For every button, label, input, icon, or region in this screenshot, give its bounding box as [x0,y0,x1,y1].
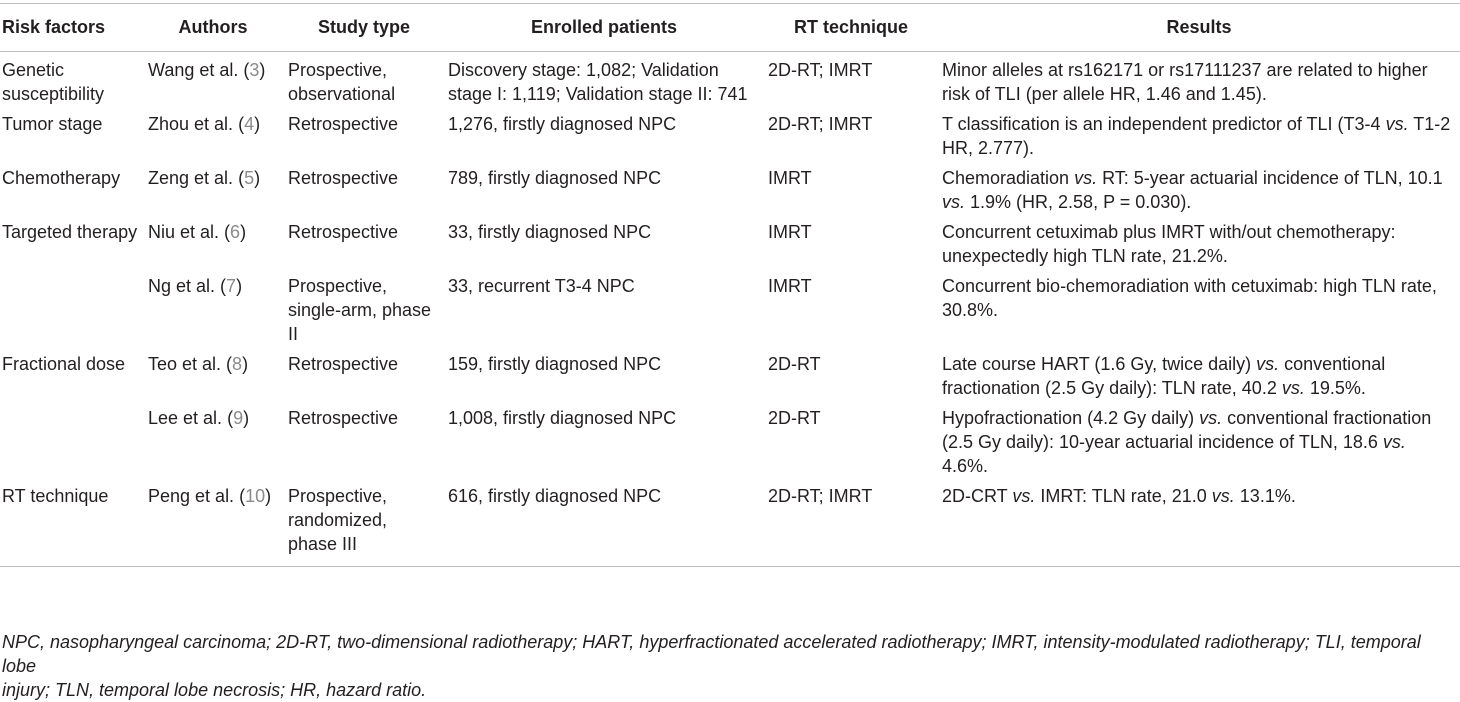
cell-study-type: Retrospective [288,408,399,428]
author-name: Zhou et al. [148,114,234,134]
footnote-line-2: injury; TLN, temporal lobe necrosis; HR, hazard ratio. [2,680,427,700]
header-authors: Authors [142,4,284,52]
italic-vs: vs. [1382,432,1406,452]
cell-risk-factor: Fractional dose [2,354,126,374]
cell-study-type: Retrospective [288,114,399,134]
header-risk-factors: Risk factors [0,4,142,52]
result-text: Minor alleles at rs162171 or rs17111237 are related to higher risk of TLI (per allele HR, 1.46 and 1.45). [942,60,1428,104]
cell-rt-technique: 2D-RT [768,354,821,374]
cell-enrolled-patients: 159, firstly diagnosed NPC [448,354,662,374]
table-row [0,214,1460,268]
footnote-line-1: NPC, nasopharyngeal carcinoma; 2D-RT, two-dimensional radiotherapy; HART, hyperfractionated accelerated radiotherapy; IMRT, intensity-modulated radiotherapy; TLI, temporal lobe [2,632,1421,676]
italic-vs: vs. [1074,168,1098,188]
cell-study-type: Retrospective [288,222,399,242]
result-text: 19.5%. [1304,378,1366,398]
result-text: Hypofractionation (4.2 Gy daily) [942,408,1200,428]
table-row [0,400,1460,478]
table-body [0,52,1460,567]
italic-vs: vs. [1211,486,1235,506]
cell-author: Wang et al. (3) [148,60,266,80]
cell-rt-technique: 2D-RT; IMRT [768,486,873,506]
cell-enrolled-patients: 789, firstly diagnosed NPC [448,168,662,188]
cell-author: Zhou et al. (4) [148,114,261,134]
cell-enrolled-patients: 1,276, firstly diagnosed NPC [448,114,677,134]
italic-vs: vs. [1199,408,1223,428]
result-text: Late course HART (1.6 Gy, twice daily) [942,354,1257,374]
cell-author: Peng et al. (10) [148,486,272,506]
cell-results [938,346,1460,400]
cell-enrolled-patients: 33, recurrent T3-4 NPC [448,276,635,296]
cell-study-type: Retrospective [288,354,399,374]
cell-risk-factor: Genetic susceptibility [2,60,105,104]
cell-rt-technique: IMRT [768,222,812,242]
table-row [0,52,1460,107]
result-text: 4.6%. [942,456,989,476]
reference-link[interactable]: 5 [244,168,255,188]
author-name: Teo et al. [148,354,222,374]
cell-results [938,478,1460,567]
cell-study-type: Prospective, randomized, phase III [288,486,388,554]
cell-study-type: Prospective, observational [288,60,396,104]
cell-results [938,52,1460,107]
reference-link[interactable]: 10 [245,486,266,506]
author-name: Ng et al. [148,276,216,296]
cell-risk-factor [0,268,142,346]
cell-author: Ng et al. (7) [148,276,243,296]
italic-vs: vs. [1256,354,1280,374]
table-footnote [2,630,1458,702]
result-text: IMRT: TLN rate, 21.0 [1035,486,1212,506]
header-results: Results [938,4,1460,52]
cell-risk-factor: Chemotherapy [2,168,121,188]
reference-link[interactable]: 6 [230,222,241,242]
cell-results [938,106,1460,160]
header-row [0,4,1460,52]
header-enrolled-patients: Enrolled patients [444,4,764,52]
cell-results [938,268,1460,346]
result-text: conventional fractionation (2.5 Gy daily): 10-year actuarial incidence of TLN, 18.6 [942,408,1432,452]
cell-risk-factor: Targeted therapy [2,222,138,242]
cell-risk-factor: Tumor stage [2,114,103,134]
reference-link[interactable]: 9 [233,408,244,428]
cell-enrolled-patients: 1,008, firstly diagnosed NPC [448,408,677,428]
author-name: Lee et al. [148,408,223,428]
cell-rt-technique: 2D-RT; IMRT [768,114,873,134]
cell-rt-technique: 2D-RT; IMRT [768,60,873,80]
cell-results [938,214,1460,268]
table-row [0,268,1460,346]
italic-vs: vs. [1385,114,1409,134]
risk-factors-table [0,3,1460,567]
result-text: Concurrent cetuximab plus IMRT with/out chemotherapy: unexpectedly high TLN rate, 21.2%. [942,222,1396,266]
reference-link[interactable]: 4 [244,114,255,134]
author-name: Zeng et al. [148,168,234,188]
result-text: RT: 5-year actuarial incidence of TLN, 10.1 [1097,168,1443,188]
result-text: 1.9% (HR, 2.58, P = 0.030). [965,192,1192,212]
result-text: T classification is an independent predictor of TLI (T3-4 [942,114,1386,134]
result-text: Chemoradiation [942,168,1075,188]
result-text: conventional fractionation (2.5 Gy daily): TLN rate, 40.2 [942,354,1386,398]
cell-study-type: Prospective, single-arm, phase II [288,276,432,344]
cell-author: Lee et al. (9) [148,408,250,428]
table-header [0,4,1460,52]
cell-rt-technique: 2D-RT [768,408,821,428]
author-name: Peng et al. [148,486,235,506]
italic-vs: vs. [1281,378,1305,398]
author-name: Wang et al. [148,60,239,80]
italic-vs: vs. [942,192,966,212]
cell-author: Zeng et al. (5) [148,168,261,188]
header-study-type: Study type [284,4,444,52]
reference-link[interactable]: 7 [226,276,237,296]
result-text: 2D-CRT [942,486,1013,506]
reference-link[interactable]: 8 [232,354,243,374]
table-row [0,106,1460,160]
reference-link[interactable]: 3 [249,60,260,80]
table-row [0,478,1460,567]
cell-results [938,160,1460,214]
cell-author: Niu et al. (6) [148,222,247,242]
cell-rt-technique: IMRT [768,168,812,188]
cell-risk-factor [0,400,142,478]
result-text: T1-2 HR, 2.777). [942,114,1451,158]
cell-author: Teo et al. (8) [148,354,249,374]
cell-study-type: Retrospective [288,168,399,188]
cell-enrolled-patients: Discovery stage: 1,082; Validation stage I: 1,119; Validation stage II: 741 [448,60,748,104]
table-row [0,346,1460,400]
header-rt-technique: RT technique [764,4,938,52]
cell-enrolled-patients: 616, firstly diagnosed NPC [448,486,662,506]
result-text: Concurrent bio-chemoradiation with cetuximab: high TLN rate, 30.8%. [942,276,1437,320]
italic-vs: vs. [1012,486,1036,506]
cell-enrolled-patients: 33, firstly diagnosed NPC [448,222,652,242]
cell-risk-factor: RT technique [2,486,109,506]
cell-results [938,400,1460,478]
author-name: Niu et al. [148,222,220,242]
cell-rt-technique: IMRT [768,276,812,296]
table-row [0,160,1460,214]
result-text: 13.1%. [1234,486,1296,506]
